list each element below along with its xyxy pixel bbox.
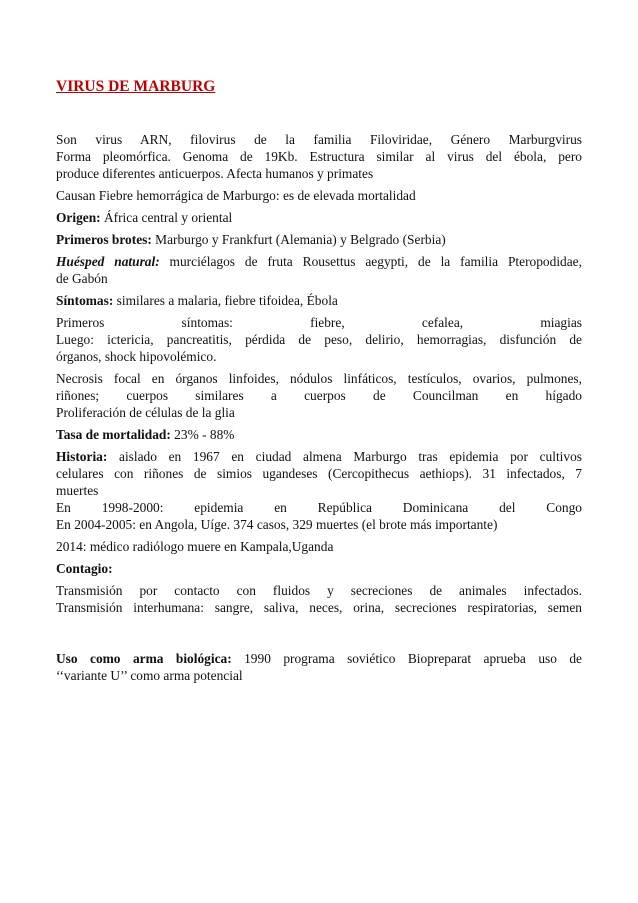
origen-text: África central y oriental	[100, 210, 233, 225]
historia-line: celulares con riñones de simios ugandeses (Cercopithecus aethiops). 31 infectados, 7	[56, 466, 582, 481]
brotes-text: Marburgo y Frankfurt (Alemania) y Belgrado (Serbia)	[151, 232, 446, 247]
tasa-label: Tasa de mortalidad:	[56, 427, 171, 442]
necrosis-line: Proliferación de células de la glia	[56, 405, 235, 420]
contagio-label: Contagio:	[56, 561, 113, 576]
brotes-label: Primeros brotes:	[56, 232, 152, 247]
sintomas-text: similares a malaria, fiebre tifoidea, Ébola	[113, 293, 338, 308]
historia-label: Historia:	[56, 449, 108, 464]
necrosis-paragraph	[56, 370, 582, 421]
historia-line: muertes	[56, 483, 99, 498]
origen-paragraph	[56, 209, 582, 226]
document-page	[56, 78, 582, 689]
huesped-line	[56, 253, 582, 270]
transmision-line: Transmisión por contacto con fluidos y secreciones de animales infectados.	[56, 583, 582, 598]
necrosis-line: riñones; cuerpos similares a cuerpos de Councilman en hígado	[56, 388, 582, 403]
huesped-line: de Gabón	[56, 271, 108, 286]
huesped-text: murciélagos de fruta Rousettus aegypti, de la familia Pteropodidae,	[159, 254, 582, 269]
primeros-line: Luego: ictericia, pancreatitis, pérdida de peso, delirio, hemorragias, disfunción de	[56, 332, 582, 347]
primeros-line: Primeros síntomas: fiebre, cefalea, miagias	[56, 315, 582, 330]
brotes-paragraph	[56, 231, 582, 248]
intro-line: Forma pleomórfica. Genoma de 19Kb. Estructura similar al virus del ébola, pero	[56, 149, 582, 164]
fiebre-paragraph: Causan Fiebre hemorrágica de Marburgo: es de elevada mortalidad	[56, 188, 416, 203]
intro-line: produce diferentes anticuerpos. Afecta humanos y primates	[56, 166, 374, 181]
intro-line: Son virus ARN, filovirus de la familia Filoviridae, Género Marburgvirus	[56, 132, 582, 147]
historia-line	[56, 448, 582, 465]
sintomas-label: Síntomas:	[56, 293, 114, 308]
contagio-paragraph	[56, 560, 582, 577]
arma-line	[56, 650, 582, 667]
historia-text: aislado en 1967 en ciudad almena Marburgo tras epidemia por cultivos	[107, 449, 582, 464]
y2014-paragraph: 2014: médico radiólogo muere en Kampala,Uganda	[56, 539, 334, 554]
arma-label: Uso como arma biológica:	[56, 651, 232, 666]
necrosis-line: Necrosis focal en órganos linfoides, nódulos linfáticos, testículos, ovarios, pulmones,	[56, 371, 582, 386]
historia-line: En 1998-2000: epidemia en República Dominicana del Congo	[56, 500, 582, 515]
origen-label: Origen:	[56, 210, 101, 225]
huesped-paragraph	[56, 253, 582, 287]
primeros-line: órganos, shock hipovolémico.	[56, 349, 217, 364]
intro-paragraph	[56, 131, 582, 182]
historia-paragraph	[56, 448, 582, 533]
primeros-sintomas-paragraph	[56, 314, 582, 365]
document-title: VIRUS DE MARBURG	[56, 78, 216, 95]
arma-line: ‘‘variante U’’ como arma potencial	[56, 668, 243, 683]
sintomas-paragraph	[56, 292, 582, 309]
transmision-line: Transmisión interhumana: sangre, saliva, neces, orina, secreciones respiratorias, semen	[56, 600, 582, 615]
transmision-paragraph	[56, 582, 582, 616]
tasa-text: 23% - 88%	[170, 427, 235, 442]
historia-line: En 2004-2005: en Angola, Uíge. 374 casos, 329 muertes (el brote más importante)	[56, 517, 498, 532]
huesped-label: Huésped natural:	[56, 254, 160, 269]
arma-paragraph	[56, 650, 582, 684]
tasa-paragraph	[56, 426, 582, 443]
arma-text: 1990 programa soviético Biopreparat aprueba uso de	[231, 651, 582, 666]
